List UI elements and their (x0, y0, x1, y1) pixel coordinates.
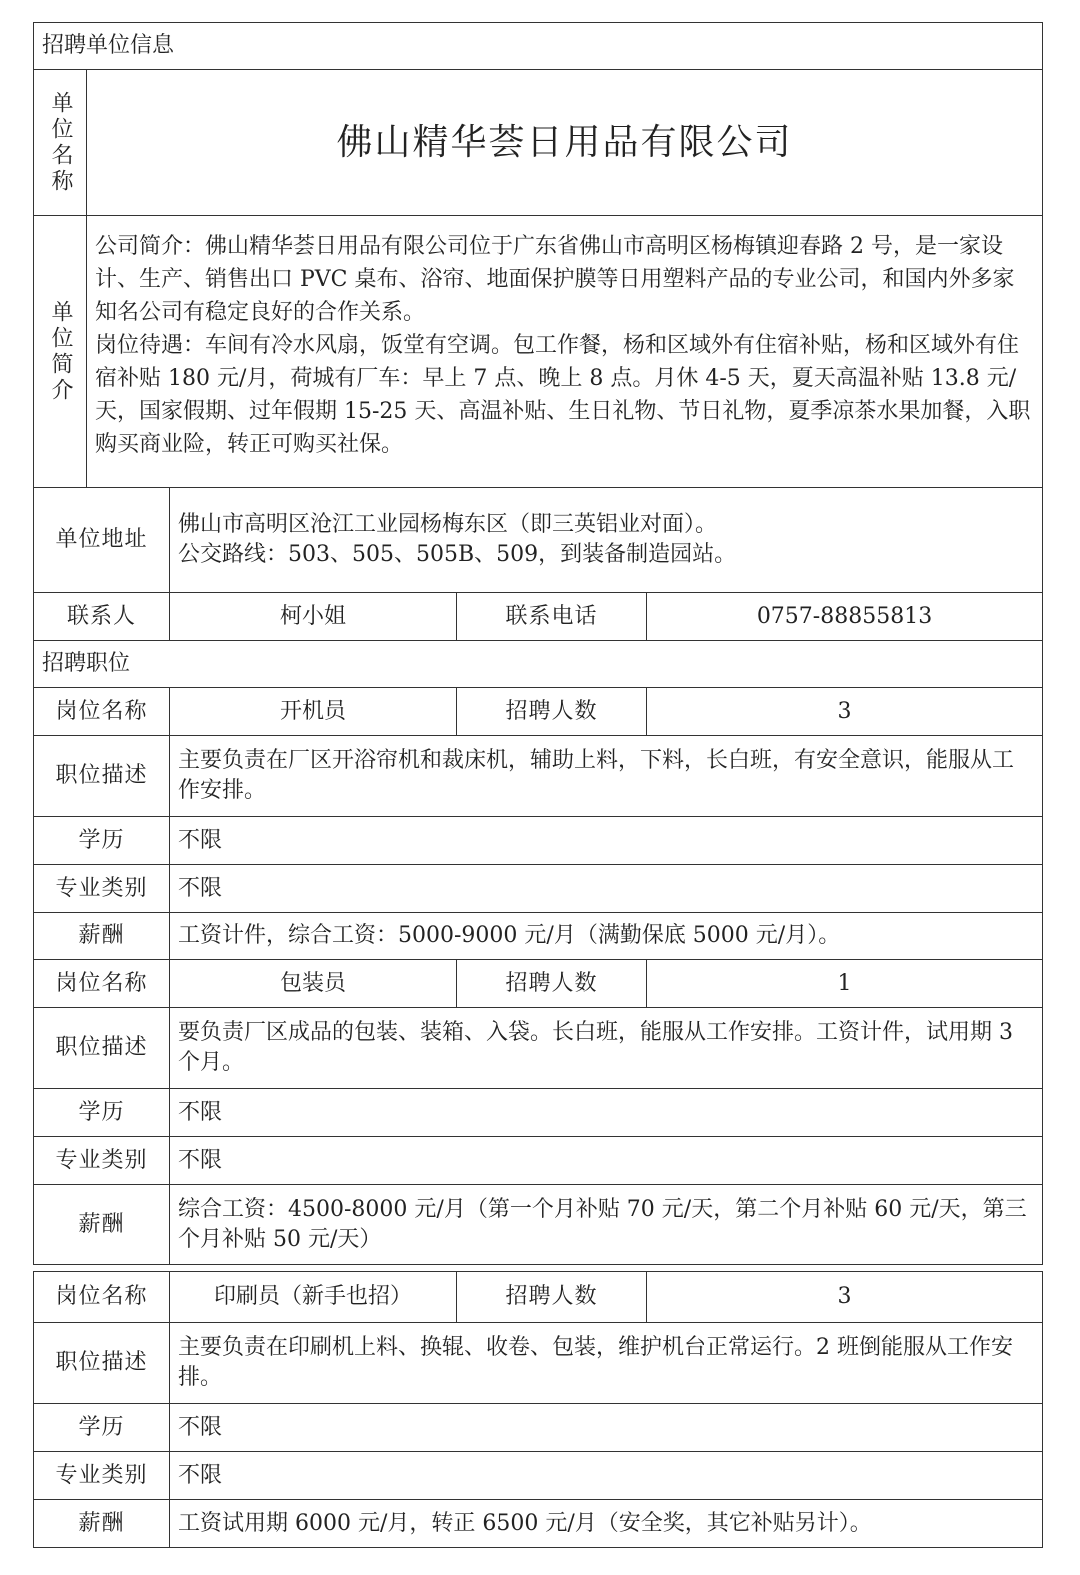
major-row (34, 1452, 1043, 1500)
company-intro-row (34, 216, 1043, 488)
recruitment-table (33, 22, 1043, 1265)
address-text: 佛山市高明区沧江工业园杨梅东区（即三英铝业对面）。 (178, 512, 718, 537)
major-label: 专业类别 (34, 1452, 170, 1500)
headcount-label: 招聘人数 (457, 688, 647, 736)
education-label: 学历 (34, 1404, 170, 1452)
salary-value: 工资计件，综合工资：5000-9000 元/月（满勤保底 5000 元/月）。 (170, 913, 1043, 960)
job-desc: 主要负责在印刷机上料、换辊、收卷、包装，维护机台正常运行。2 班倒能服从工作安排。 (170, 1323, 1043, 1404)
headcount: 3 (647, 688, 1043, 736)
headcount: 3 (647, 1272, 1043, 1323)
contact-label: 联系人 (34, 593, 170, 641)
job-desc: 主要负责在厂区开浴帘机和裁床机，辅助上料，下料，长白班，有安全意识，能服从工作安排。 (170, 736, 1043, 817)
address-label: 单位地址 (34, 488, 170, 593)
job-desc-row (34, 736, 1043, 817)
major-value: 不限 (170, 1452, 1043, 1500)
recruitment-sheet (33, 22, 1042, 1548)
education-row (34, 817, 1043, 865)
job-name-label: 岗位名称 (34, 1272, 170, 1323)
job-desc-label: 职位描述 (34, 1008, 170, 1089)
salary-row (34, 1185, 1043, 1265)
contact-row (34, 593, 1043, 641)
job-desc-row (34, 1008, 1043, 1089)
salary-label: 薪酬 (34, 1500, 170, 1548)
major-row (34, 1137, 1043, 1185)
job-desc-label: 职位描述 (34, 736, 170, 817)
headcount-label: 招聘人数 (457, 1272, 647, 1323)
salary-row (34, 1500, 1043, 1548)
company-intro-label: 单位简介 (34, 216, 87, 488)
company-name: 佛山精华荟日用品有限公司 (87, 70, 1043, 216)
jobs-section-row (34, 641, 1043, 688)
phone-number: 0757-88855813 (647, 593, 1043, 641)
company-section-title: 招聘单位信息 (34, 23, 1043, 70)
education-label: 学历 (34, 1089, 170, 1137)
education-row (34, 1089, 1043, 1137)
salary-row (34, 913, 1043, 960)
major-label: 专业类别 (34, 1137, 170, 1185)
job-name-label: 岗位名称 (34, 960, 170, 1008)
major-label: 专业类别 (34, 865, 170, 913)
company-name-row (34, 70, 1043, 216)
job-desc: 要负责厂区成品的包装、装箱、入袋。长白班，能服从工作安排。工资计件，试用期 3 个月。 (170, 1008, 1043, 1089)
salary-label: 薪酬 (34, 1185, 170, 1265)
education-label: 学历 (34, 817, 170, 865)
salary-label: 薪酬 (34, 913, 170, 960)
address-cell (170, 488, 1043, 593)
company-intro-profile: 公司简介：佛山精华荟日用品有限公司位于广东省佛山市高明区杨梅镇迎春路 2 号，是一家设计、生产、销售出口 PVC 桌布、浴帘、地面保护膜等日用塑料产品的专业公司，和国内外多家知名公司有稳定良好的合作关系。 (95, 234, 1015, 325)
company-intro (87, 216, 1043, 488)
headcount-label: 招聘人数 (457, 960, 647, 1008)
job-name-row (34, 960, 1043, 1008)
major-value: 不限 (170, 1137, 1043, 1185)
job-name-label: 岗位名称 (34, 688, 170, 736)
education-value: 不限 (170, 817, 1043, 865)
job-name-row (34, 688, 1043, 736)
company-intro-benefits: 岗位待遇：车间有冷水风扇，饭堂有空调。包工作餐，杨和区域外有住宿补贴，杨和区域外有住宿补贴 180 元/月，荷城有厂车：早上 7 点、晚上 8 点。月休 4-5 天，夏天高温补贴 13.8 元/天，国家假期、过年假期 15-25 天、高温补贴、生日礼物、节日礼物，夏季凉茶水果加餐，入职购买商业险，转正可购买社保。 (95, 333, 1031, 457)
job-desc-label: 职位描述 (34, 1323, 170, 1404)
bus-route: 公交路线：503、505、505B、509，到装备制造园站。 (178, 542, 737, 567)
headcount: 1 (647, 960, 1043, 1008)
company-section-row (34, 23, 1043, 70)
job-name: 开机员 (170, 688, 457, 736)
salary-value: 工资试用期 6000 元/月，转正 6500 元/月（安全奖，其它补贴另计）。 (170, 1500, 1043, 1548)
job-desc-row (34, 1323, 1043, 1404)
recruitment-table-continued (33, 1271, 1043, 1548)
salary-value: 综合工资：4500-8000 元/月（第一个月补贴 70 元/天，第二个月补贴 60 元/天，第三个月补贴 50 元/天） (170, 1185, 1043, 1265)
major-row (34, 865, 1043, 913)
phone-label: 联系电话 (457, 593, 647, 641)
education-row (34, 1404, 1043, 1452)
job-name-row (34, 1272, 1043, 1323)
job-name: 包装员 (170, 960, 457, 1008)
education-value: 不限 (170, 1404, 1043, 1452)
address-row (34, 488, 1043, 593)
major-value: 不限 (170, 865, 1043, 913)
contact-name: 柯小姐 (170, 593, 457, 641)
jobs-section-title: 招聘职位 (34, 641, 1043, 688)
company-name-label: 单位名称 (34, 70, 87, 216)
job-name: 印刷员（新手也招） (170, 1272, 457, 1323)
education-value: 不限 (170, 1089, 1043, 1137)
